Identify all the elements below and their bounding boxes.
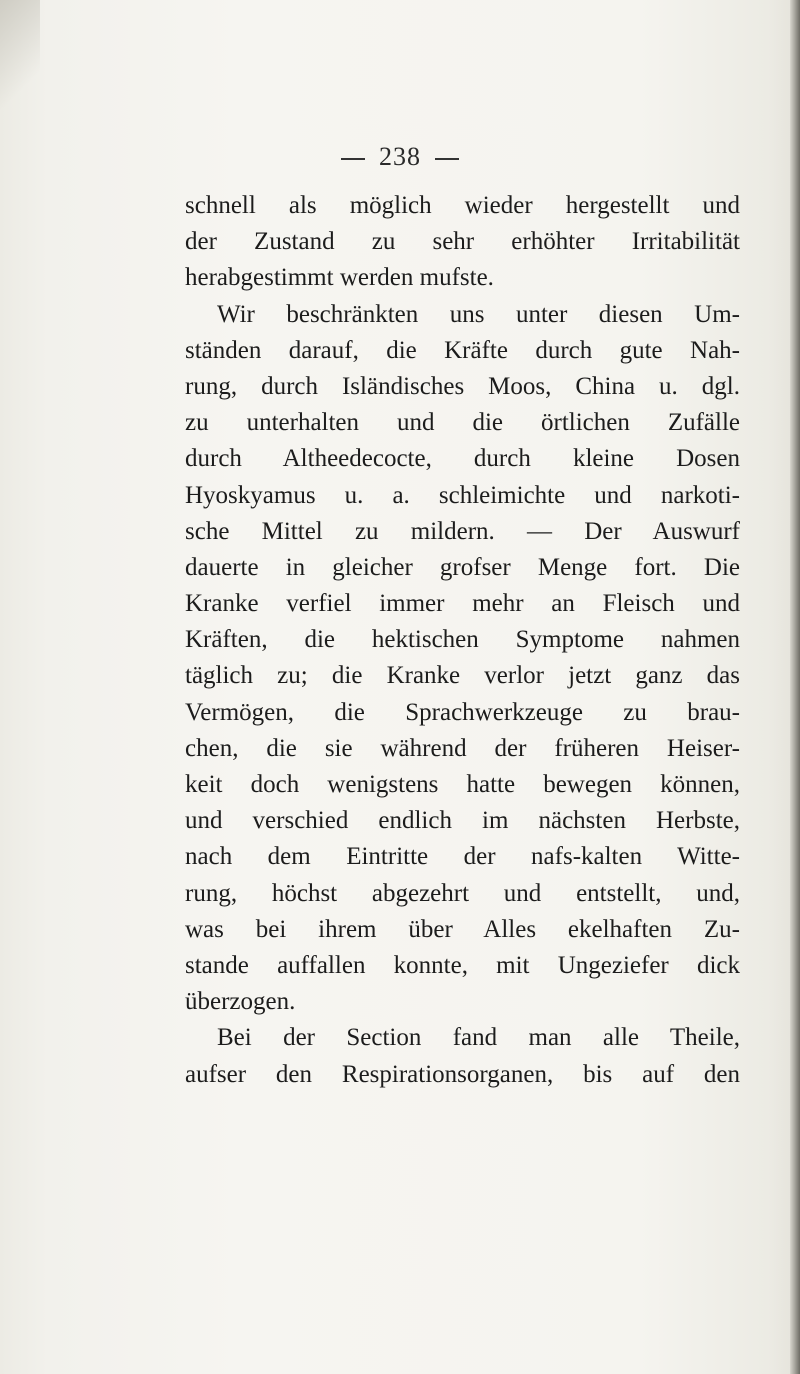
text-line: chen, die sie während der früheren Heiser-: [185, 734, 740, 762]
text-line: was bei ihrem über Alles ekelhaften Zu-: [185, 915, 740, 943]
text-line: nach dem Eintritte der nafs-kalten Witte-: [185, 843, 740, 871]
text-line: Wir beschränkten uns unter diesen Um-: [217, 300, 740, 328]
text-line: rung, höchst abgezehrt und entstellt, und,: [185, 879, 740, 907]
text-line: ständen darauf, die Kräfte durch gute Nah-: [185, 336, 740, 364]
page-header: [0, 142, 800, 172]
text-line: Bei der Section fand man alle Theile,: [217, 1024, 740, 1052]
text-line: und verschied endlich im nächsten Herbste,: [185, 807, 740, 835]
text-line: der Zustand zu sehr erhöhter Irritabilität: [185, 228, 740, 256]
text-line: täglich zu; die Kranke verlor jetzt ganz das: [185, 662, 740, 690]
text-line: sche Mittel zu mildern. — Der Auswurf: [185, 517, 740, 545]
text-line: Kranke verfiel immer mehr an Fleisch und: [185, 590, 740, 618]
page-corner-shadow: [0, 0, 40, 120]
text-line: Hyoskyamus u. a. schleimichte und narkoti-: [185, 481, 740, 509]
page-number: 238: [379, 142, 421, 171]
text-line: schnell als möglich wieder hergestellt und: [185, 192, 740, 219]
page-edge: [790, 0, 800, 1374]
text-line: überzogen.: [185, 988, 296, 1016]
text-line: rung, durch Isländisches Moos, China u. dgl.: [185, 372, 740, 400]
header-dash-right: [435, 158, 459, 160]
text-line: Vermögen, die Sprachwerkzeuge zu brau-: [185, 698, 740, 726]
text-line: Kräften, die hektischen Symptome nahmen: [185, 626, 740, 654]
header-dash-left: [341, 158, 365, 160]
body-text: [185, 188, 740, 1093]
text-line: keit doch wenigstens hatte bewegen können,: [185, 771, 740, 798]
text-line: dauerte in gleicher grofser Menge fort. Die: [185, 553, 740, 581]
text-line: durch Altheedecocte, durch kleine Dosen: [185, 445, 740, 473]
text-line: aufser den Respirationsorganen, bis auf den: [185, 1060, 740, 1088]
text-line: stande auffallen konnte, mit Ungeziefer dick: [185, 951, 740, 979]
text-line: zu unterhalten und die örtlichen Zufälle: [185, 409, 740, 437]
text-line: herabgestimmt werden mufste.: [185, 264, 494, 292]
